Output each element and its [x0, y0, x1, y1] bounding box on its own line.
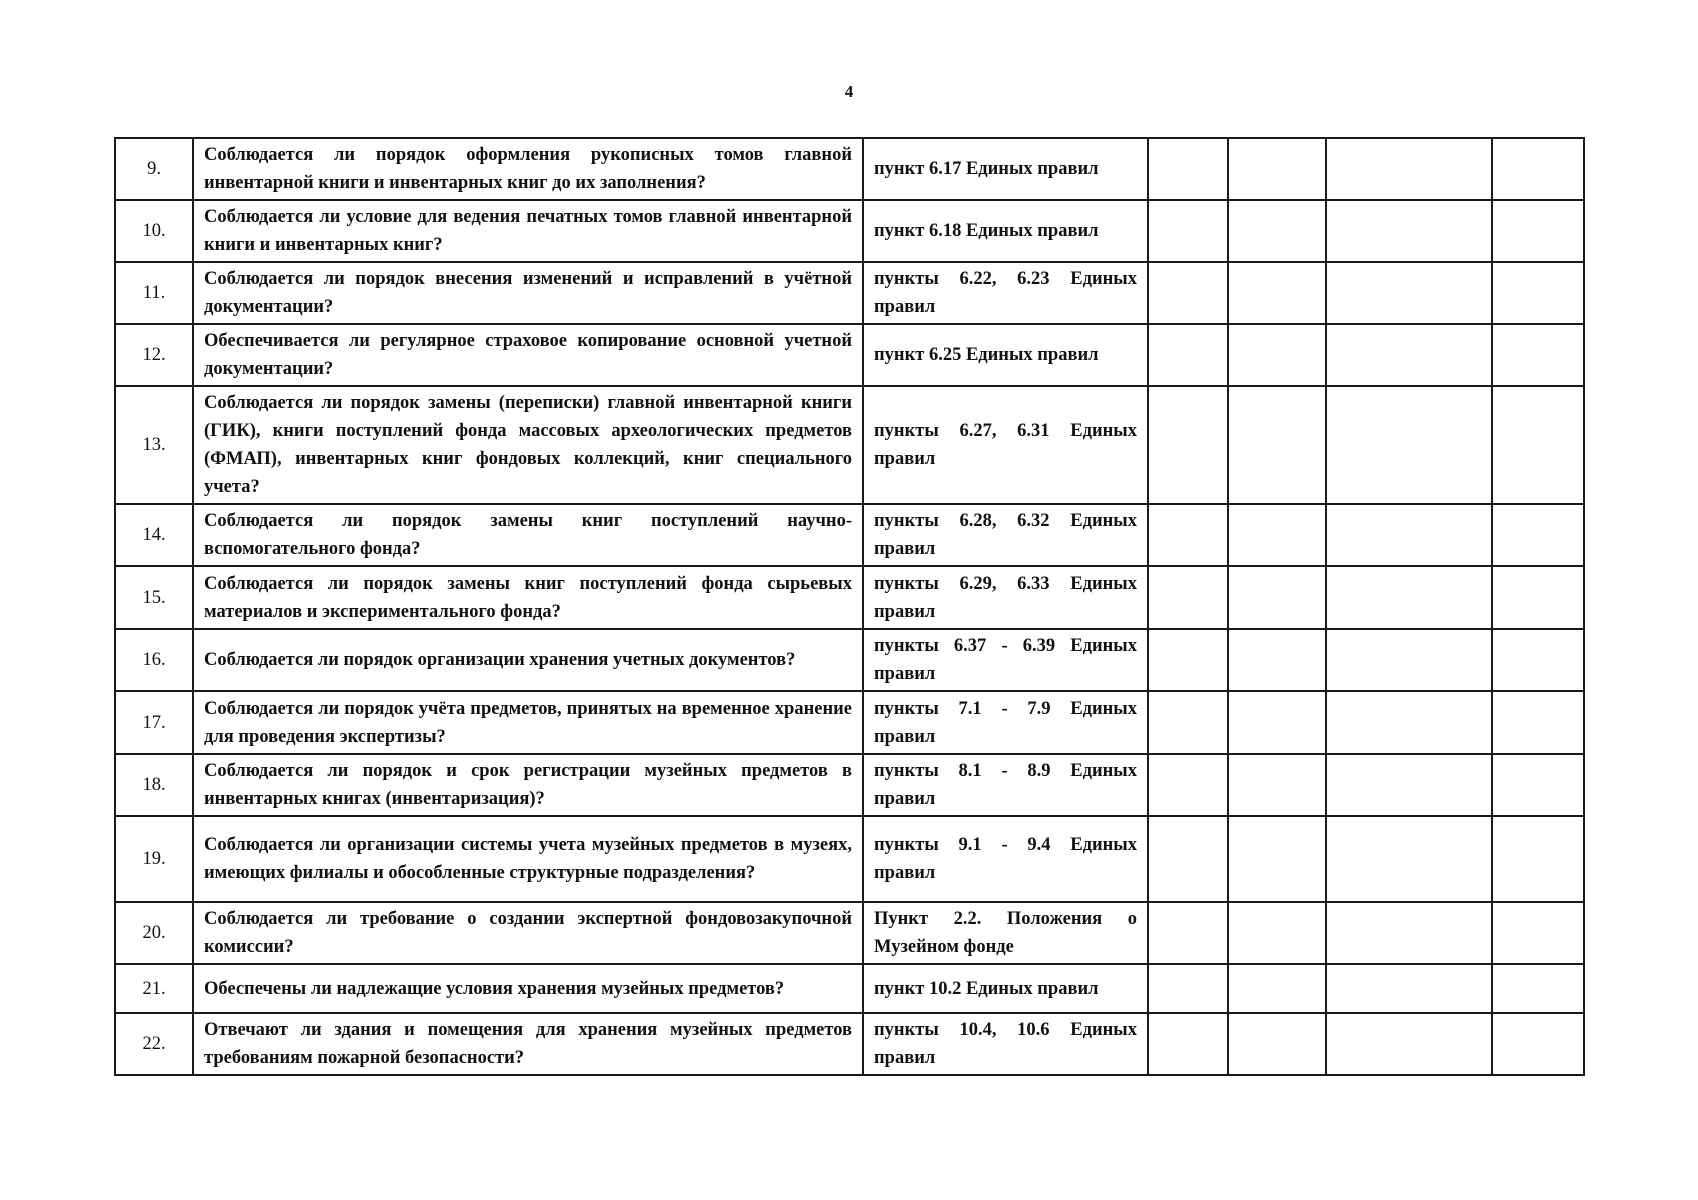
answer-cell-no[interactable] — [1228, 566, 1326, 629]
page-number: 4 — [844, 82, 854, 101]
answer-cell-no[interactable] — [1228, 902, 1326, 964]
answer-cell-na[interactable] — [1326, 816, 1492, 902]
row-number: 21. — [115, 964, 193, 1013]
table-row — [115, 566, 1584, 629]
regulation-reference: пункты 6.28, 6.32 Единых правил — [863, 504, 1148, 566]
answer-cell-na[interactable] — [1326, 629, 1492, 691]
answer-cell-na[interactable] — [1326, 691, 1492, 754]
question-text: Соблюдается ли порядок оформления рукописных томов главной инвентарной книги и инвентарных книг до их заполнения? — [193, 138, 863, 200]
table-row — [115, 691, 1584, 754]
question-text: Соблюдается ли требование о создании экспертной фондовозакупочной комиссии? — [193, 902, 863, 964]
answer-cell-na[interactable] — [1326, 754, 1492, 816]
row-number: 20. — [115, 902, 193, 964]
notes-cell[interactable] — [1492, 138, 1584, 200]
question-text: Соблюдается ли порядок учёта предметов, принятых на временное хранение для проведения экспертизы? — [193, 691, 863, 754]
regulation-reference: пункты 7.1 - 7.9 Единых правил — [863, 691, 1148, 754]
answer-cell-yes[interactable] — [1148, 1013, 1228, 1075]
row-number: 16. — [115, 629, 193, 691]
answer-cell-na[interactable] — [1326, 138, 1492, 200]
question-text: Соблюдается ли организации системы учета музейных предметов в музеях, имеющих филиалы и обособленные структурные подразделения? — [193, 816, 863, 902]
notes-cell[interactable] — [1492, 200, 1584, 262]
table-row — [115, 262, 1584, 324]
regulation-reference: пункты 6.29, 6.33 Единых правил — [863, 566, 1148, 629]
regulation-reference: пункты 9.1 - 9.4 Единых правил — [863, 816, 1148, 902]
table-row — [115, 386, 1584, 504]
notes-cell[interactable] — [1492, 902, 1584, 964]
answer-cell-yes[interactable] — [1148, 566, 1228, 629]
answer-cell-yes[interactable] — [1148, 386, 1228, 504]
answer-cell-no[interactable] — [1228, 1013, 1326, 1075]
question-text: Отвечают ли здания и помещения для хранения музейных предметов требованиям пожарной безопасности? — [193, 1013, 863, 1075]
answer-cell-yes[interactable] — [1148, 324, 1228, 386]
notes-cell[interactable] — [1492, 816, 1584, 902]
regulation-reference: пункт 6.25 Единых правил — [863, 324, 1148, 386]
table-row — [115, 964, 1584, 1013]
row-number: 11. — [115, 262, 193, 324]
question-text: Обеспечены ли надлежащие условия хранения музейных предметов? — [193, 964, 863, 1013]
answer-cell-na[interactable] — [1326, 324, 1492, 386]
answer-cell-no[interactable] — [1228, 262, 1326, 324]
table-row — [115, 200, 1584, 262]
regulation-reference: пункты 10.4, 10.6 Единых правил — [863, 1013, 1148, 1075]
answer-cell-yes[interactable] — [1148, 902, 1228, 964]
question-text: Соблюдается ли порядок замены (переписки) главной инвентарной книги (ГИК), книги поступлений фонда массовых археологических предметов (ФМАП), инвентарных книг фондовых коллекций, книг специального учета? — [193, 386, 863, 504]
notes-cell[interactable] — [1492, 691, 1584, 754]
table-row — [115, 138, 1584, 200]
notes-cell[interactable] — [1492, 504, 1584, 566]
notes-cell[interactable] — [1492, 1013, 1584, 1075]
answer-cell-na[interactable] — [1326, 566, 1492, 629]
row-number: 18. — [115, 754, 193, 816]
answer-cell-na[interactable] — [1326, 200, 1492, 262]
table-row — [115, 324, 1584, 386]
table-row — [115, 816, 1584, 902]
answer-cell-no[interactable] — [1228, 964, 1326, 1013]
notes-cell[interactable] — [1492, 262, 1584, 324]
answer-cell-na[interactable] — [1326, 964, 1492, 1013]
notes-cell[interactable] — [1492, 386, 1584, 504]
answer-cell-no[interactable] — [1228, 816, 1326, 902]
answer-cell-yes[interactable] — [1148, 138, 1228, 200]
regulation-reference: пункты 8.1 - 8.9 Единых правил — [863, 754, 1148, 816]
question-text: Обеспечивается ли регулярное страховое копирование основной учетной документации? — [193, 324, 863, 386]
answer-cell-na[interactable] — [1326, 504, 1492, 566]
row-number: 13. — [115, 386, 193, 504]
answer-cell-no[interactable] — [1228, 386, 1326, 504]
answer-cell-no[interactable] — [1228, 324, 1326, 386]
notes-cell[interactable] — [1492, 566, 1584, 629]
answer-cell-yes[interactable] — [1148, 200, 1228, 262]
regulation-reference: пункты 6.27, 6.31 Единых правил — [863, 386, 1148, 504]
row-number: 15. — [115, 566, 193, 629]
answer-cell-no[interactable] — [1228, 138, 1326, 200]
notes-cell[interactable] — [1492, 324, 1584, 386]
regulation-reference: пункт 10.2 Единых правил — [863, 964, 1148, 1013]
regulation-reference: пункты 6.37 - 6.39 Единых правил — [863, 629, 1148, 691]
answer-cell-yes[interactable] — [1148, 691, 1228, 754]
notes-cell[interactable] — [1492, 964, 1584, 1013]
question-text: Соблюдается ли порядок замены книг поступлений научно-вспомогательного фонда? — [193, 504, 863, 566]
answer-cell-yes[interactable] — [1148, 262, 1228, 324]
answer-cell-no[interactable] — [1228, 504, 1326, 566]
question-text: Соблюдается ли порядок и срок регистрации музейных предметов в инвентарных книгах (инвентаризация)? — [193, 754, 863, 816]
row-number: 10. — [115, 200, 193, 262]
table-row — [115, 504, 1584, 566]
question-text: Соблюдается ли порядок внесения изменений и исправлений в учётной документации? — [193, 262, 863, 324]
question-text: Соблюдается ли порядок организации хранения учетных документов? — [193, 629, 863, 691]
checklist-table — [114, 137, 1585, 1076]
notes-cell[interactable] — [1492, 629, 1584, 691]
row-number: 22. — [115, 1013, 193, 1075]
answer-cell-yes[interactable] — [1148, 816, 1228, 902]
answer-cell-no[interactable] — [1228, 754, 1326, 816]
answer-cell-yes[interactable] — [1148, 754, 1228, 816]
table-row — [115, 1013, 1584, 1075]
notes-cell[interactable] — [1492, 754, 1584, 816]
row-number: 19. — [115, 816, 193, 902]
answer-cell-no[interactable] — [1228, 629, 1326, 691]
regulation-reference: Пункт 2.2. Положения о Музейном фонде — [863, 902, 1148, 964]
answer-cell-na[interactable] — [1326, 262, 1492, 324]
row-number: 14. — [115, 504, 193, 566]
answer-cell-no[interactable] — [1228, 200, 1326, 262]
regulation-reference: пункты 6.22, 6.23 Единых правил — [863, 262, 1148, 324]
answer-cell-yes[interactable] — [1148, 504, 1228, 566]
row-number: 12. — [115, 324, 193, 386]
table-row — [115, 902, 1584, 964]
answer-cell-yes[interactable] — [1148, 629, 1228, 691]
row-number: 17. — [115, 691, 193, 754]
answer-cell-yes[interactable] — [1148, 964, 1228, 1013]
row-number: 9. — [115, 138, 193, 200]
question-text: Соблюдается ли условие для ведения печатных томов главной инвентарной книги и инвентарных книг? — [193, 200, 863, 262]
answer-cell-na[interactable] — [1326, 1013, 1492, 1075]
regulation-reference: пункт 6.18 Единых правил — [863, 200, 1148, 262]
answer-cell-no[interactable] — [1228, 691, 1326, 754]
question-text: Соблюдается ли порядок замены книг поступлений фонда сырьевых материалов и экспериментального фонда? — [193, 566, 863, 629]
table-row — [115, 754, 1584, 816]
answer-cell-na[interactable] — [1326, 902, 1492, 964]
answer-cell-na[interactable] — [1326, 386, 1492, 504]
table-row — [115, 629, 1584, 691]
regulation-reference: пункт 6.17 Единых правил — [863, 138, 1148, 200]
